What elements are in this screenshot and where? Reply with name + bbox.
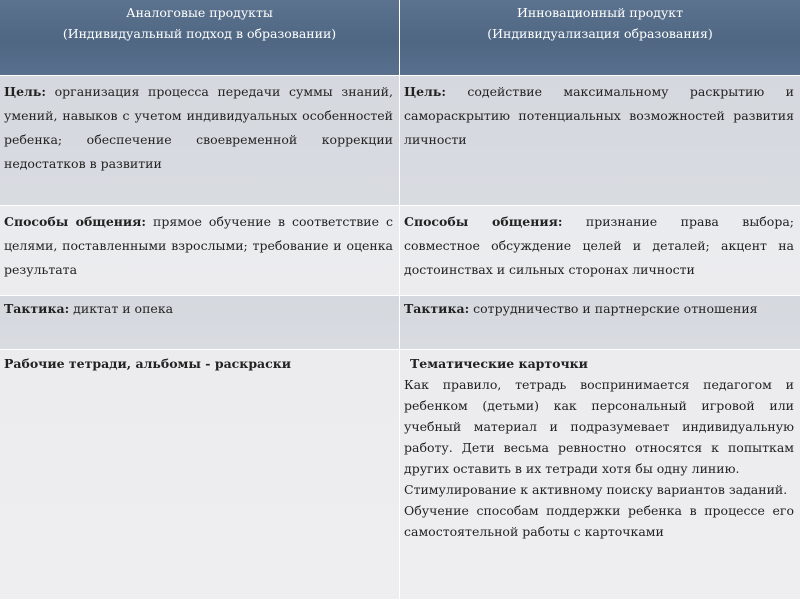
table-row-goal [0, 76, 800, 206]
communication-innovative-label: Способы общения: [404, 214, 563, 229]
cell-communication-analog [0, 206, 400, 296]
header-analog-subtitle: (Индивидуальный подход в образовании) [62, 26, 337, 41]
goal-analog-label: Цель: [4, 84, 46, 99]
materials-analog-label: Рабочие тетради, альбомы - раскраски [4, 356, 292, 371]
materials-innovative-title: Тематические карточки [410, 356, 588, 371]
header-cell-innovative [400, 0, 800, 76]
cell-goal-innovative [400, 76, 800, 206]
communication-innovative-text: признание права выбора; совместное обсуждение целей и деталей; акцент на достоинствах и сильных сторонах личности [404, 214, 794, 277]
cell-materials-analog [0, 350, 400, 600]
materials-innovative-paragraph-2: Стимулирование к активному поиску вариантов заданий. [404, 482, 788, 497]
materials-innovative-paragraph-1: Как правило, тетрадь воспринимается педагогом и ребенком (детьми) как персональный игровой или учебный материал и подразумевает индивидуальную работу. Дети весьма ревностно относятся к попыткам других оставить в их тетради хотя бы одну линию. [404, 377, 794, 476]
cell-tactics-innovative [400, 296, 800, 350]
tactics-innovative-text: сотрудничество и партнерские отношения [469, 301, 758, 316]
cell-tactics-analog [0, 296, 400, 350]
tactics-innovative-label: Тактика: [404, 301, 470, 316]
table-row-communication [0, 206, 800, 296]
header-innovative-subtitle: (Индивидуализация образования) [487, 26, 713, 41]
header-cell-analog [0, 0, 400, 76]
table-header-row [0, 0, 800, 76]
communication-analog-text: прямое обучение в соответствие с целями, поставленными взрослыми; требование и оценка результата [4, 214, 393, 277]
header-innovative-title: Инновационный продукт [516, 5, 684, 20]
table-row-materials [0, 350, 800, 600]
tactics-analog-text: диктат и опека [69, 301, 174, 316]
goal-analog-text: организация процесса передачи суммы знаний, умений, навыков с учетом индивидуальных особенностей ребенка; обеспечение своевременной коррекции недостатков в развитии [4, 84, 393, 171]
materials-innovative-paragraph-3: Обучение способам поддержки ребенка в процессе его самостоятельной работы с карточками [404, 503, 794, 539]
communication-analog-label: Способы общения: [4, 214, 147, 229]
tactics-analog-label: Тактика: [4, 301, 70, 316]
header-analog-title: Аналоговые продукты [126, 5, 273, 20]
table-row-tactics [0, 296, 800, 350]
goal-innovative-text: содействие максимальному раскрытию и самораскрытию потенциальных возможностей развития личности [404, 84, 794, 147]
goal-innovative-label: Цель: [404, 84, 446, 99]
cell-materials-innovative [400, 350, 800, 600]
cell-goal-analog [0, 76, 400, 206]
cell-communication-innovative [400, 206, 800, 296]
